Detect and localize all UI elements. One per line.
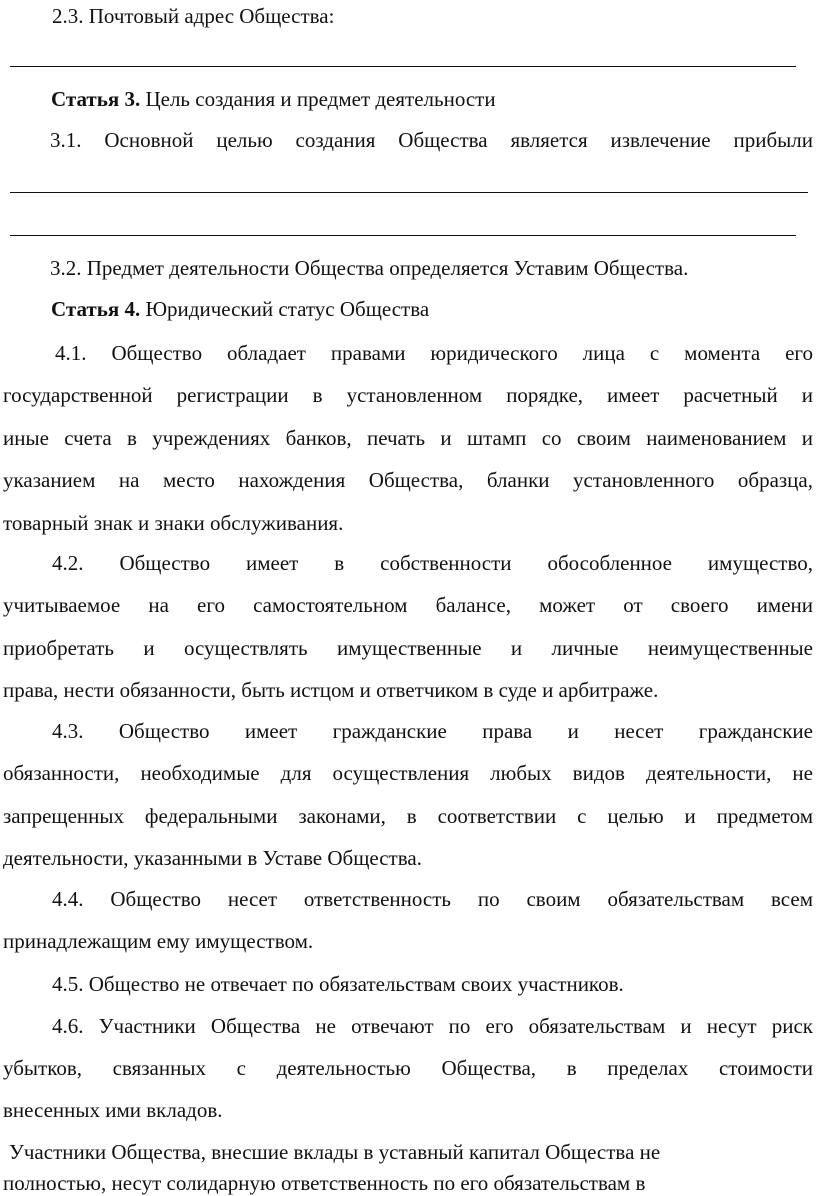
- article-3-title: Цель создания и предмет деятельности: [145, 87, 496, 111]
- article-3-label: Статья 3.: [51, 87, 141, 111]
- article-4-title: Юридический статус Общества: [145, 297, 430, 321]
- paragraph-4-1-line-2: государственной регистрации в установленном порядке, имеет расчетный и: [3, 383, 813, 407]
- article-4-label: Статья 4.: [51, 297, 141, 321]
- paragraph-4-4-line-1: 4.4. Общество несет ответственность по своим обязательствам всем: [52, 887, 813, 911]
- paragraph-4-2-line-4: права, нести обязанности, быть истцом и ответчиком в суде и арбитраже.: [3, 678, 659, 702]
- paragraph-4-2-line-2: учитываемое на его самостоятельном балансе, может от своего имени: [3, 593, 813, 617]
- paragraph-4-4-line-2: принадлежащим ему имуществом.: [3, 929, 314, 953]
- paragraph-4-1-line-3: иные счета в учреждениях банков, печать и штамп со своим наименованием и: [3, 426, 813, 450]
- paragraph-4-1-line-5: товарный знак и знаки обслуживания.: [3, 511, 344, 535]
- paragraph-4-1-line-4: указанием на место нахождения Общества, бланки установленного образца,: [3, 468, 813, 492]
- paragraph-4-3-line-4: деятельности, указанными в Уставе Общества.: [3, 846, 422, 870]
- postal-address-line: 2.3. Почтовый адрес Общества:: [52, 4, 335, 28]
- paragraph-4-6-line-1: 4.6. Участники Общества не отвечают по его обязательствам и несут риск: [52, 1014, 813, 1038]
- paragraph-4-2-line-3: приобретать и осуществлять имущественные и личные неимущественные: [3, 636, 813, 660]
- paragraph-4-3-line-2: обязанности, необходимые для осуществления любых видов деятельности, не: [3, 761, 813, 785]
- paragraph-participants-line-1: Участники Общества, внесшие вклады в уставный капитал Общества не: [9, 1140, 661, 1164]
- paragraph-4-5: 4.5. Общество не отвечает по обязательствам своих участников.: [52, 972, 624, 996]
- paragraph-4-3-line-1: 4.3. Общество имеет гражданские права и несет гражданские: [52, 719, 813, 743]
- postal-address-blank-line: [10, 66, 796, 67]
- purpose-blank-line-2: [10, 235, 796, 236]
- paragraph-participants-line-2: полностью, несут солидарную ответственность по его обязательствам в: [3, 1171, 646, 1195]
- purpose-blank-line-1: [10, 192, 808, 193]
- article-3-heading: [51, 86, 496, 112]
- paragraph-4-1-line-1: 4.1. Общество обладает правами юридического лица с момента его: [55, 341, 813, 365]
- paragraph-3-1: 3.1. Основной целью создания Общества является извлечение прибыли: [50, 128, 813, 152]
- paragraph-3-2: 3.2. Предмет деятельности Общества определяется Уставим Общества.: [50, 256, 689, 280]
- article-4-heading: [51, 296, 429, 322]
- paragraph-4-3-line-3: запрещенных федеральными законами, в соответствии с целью и предметом: [3, 804, 813, 828]
- paragraph-4-6-line-2: убытков, связанных с деятельностью Общества, в пределах стоимости: [3, 1056, 813, 1080]
- paragraph-4-6-line-3: внесенных ими вкладов.: [3, 1098, 223, 1122]
- paragraph-4-2-line-1: 4.2. Общество имеет в собственности обособленное имущество,: [52, 551, 813, 575]
